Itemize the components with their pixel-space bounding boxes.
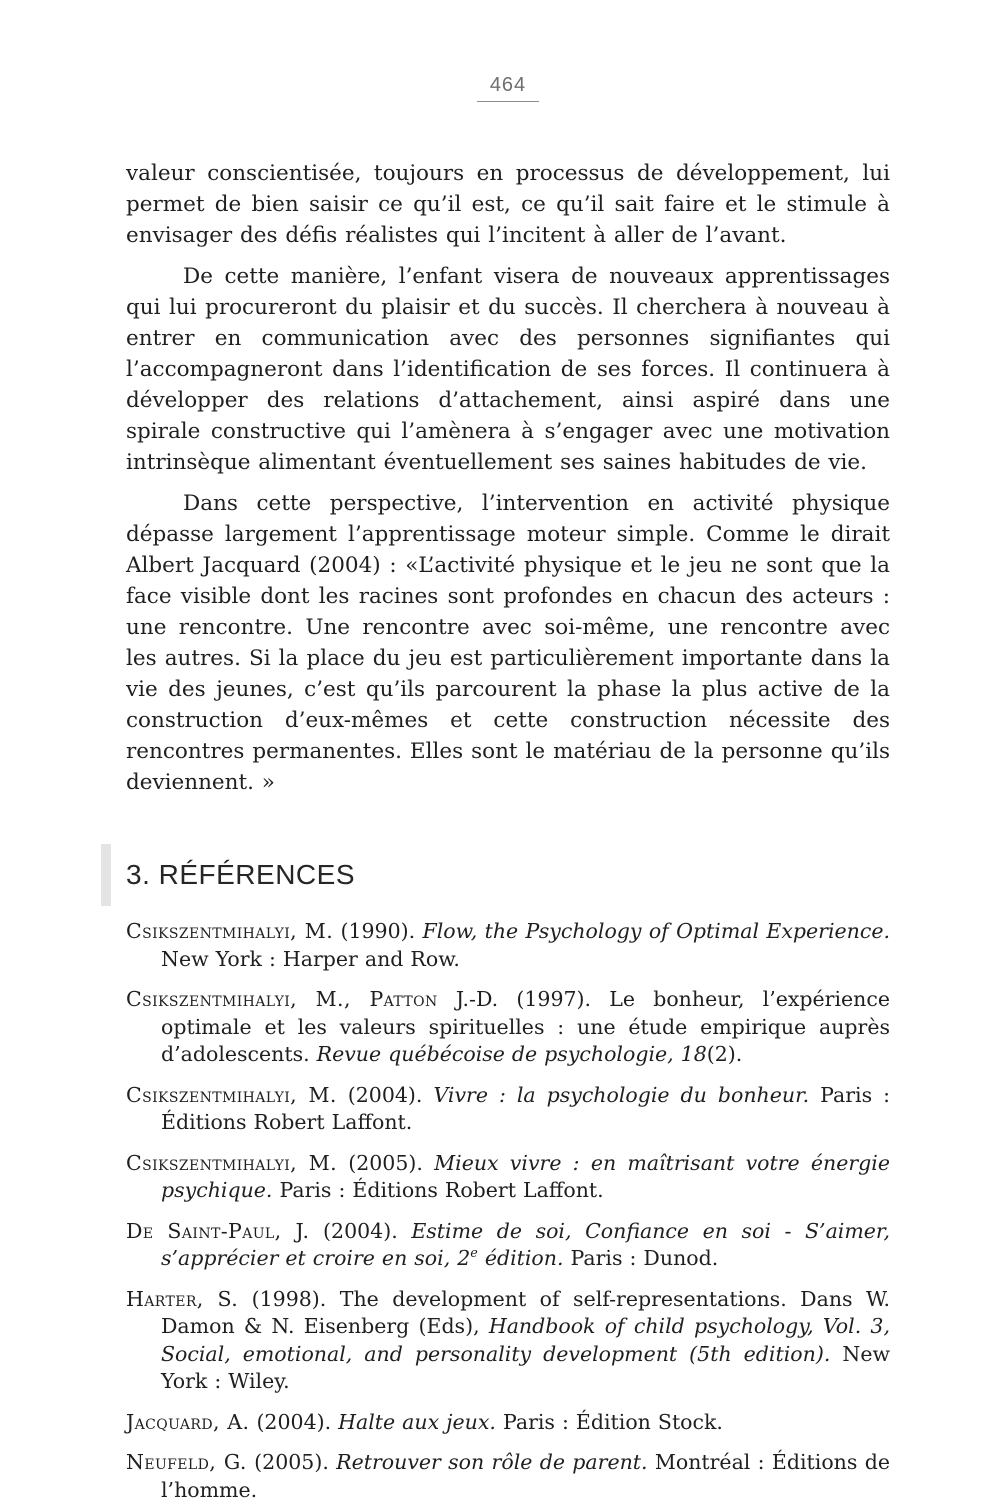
- reference-segment: De Saint-Paul, J.: [126, 1218, 310, 1243]
- reference-segment: (2004).: [336, 1082, 434, 1107]
- reference-segment: e: [470, 1245, 478, 1261]
- heading-accent-bar: [101, 844, 111, 906]
- reference-segment: New York : Harper and Row.: [161, 946, 460, 971]
- reference-item: [126, 1082, 890, 1137]
- section-heading: 3. RÉFÉRENCES: [126, 859, 355, 890]
- reference-item: [126, 1218, 890, 1273]
- reference-segment: Neufeld, G.: [126, 1450, 247, 1474]
- body-text-block: [126, 158, 890, 798]
- reference-item: [126, 1286, 890, 1396]
- reference-segment: Csikszentmihalyi, M.: [126, 1150, 337, 1175]
- reference-segment: (1998). The development of self-representations. Dans W. Damon & N. Eisenberg (Eds),: [161, 1286, 890, 1338]
- page-number: 464: [477, 74, 539, 102]
- reference-segment: Revue québécoise de psychologie, 18: [316, 1042, 707, 1066]
- reference-segment: Jacquard, A.: [126, 1409, 250, 1434]
- references-heading-row: [126, 844, 890, 906]
- reference-segment: Halte aux jeux.: [338, 1409, 496, 1434]
- reference-segment: Handbook of child psychology, Vol. 3, Social, emotional, and personality development (5th edition).: [161, 1314, 890, 1366]
- reference-segment: (2).: [706, 1042, 743, 1066]
- page-header: [126, 74, 890, 102]
- reference-segment: Flow, the Psychology of Optimal Experience.: [422, 919, 890, 943]
- reference-segment: Montréal : Éditions de l’homme.: [161, 1450, 890, 1500]
- reference-segment: Csikszentmihalyi, M.: [126, 919, 334, 943]
- reference-segment: New York : Wiley.: [161, 1341, 890, 1393]
- reference-segment: Csikszentmihalyi, M.: [126, 1082, 337, 1107]
- reference-segment: Paris : Dunod.: [563, 1246, 719, 1270]
- reference-segment: (2004).: [309, 1218, 412, 1243]
- reference-segment: Csikszentmihalyi, M., Patton: [126, 987, 438, 1011]
- reference-segment: édition.: [477, 1246, 564, 1270]
- reference-item: [126, 1150, 890, 1205]
- reference-segment: (1990).: [333, 919, 423, 943]
- reference-item: [126, 1409, 890, 1437]
- references-list: [126, 918, 890, 1500]
- reference-item: [126, 986, 890, 1069]
- reference-segment: Estime de soi, Confiance en soi - S’aimer, s’apprécier et croire en soi, 2: [161, 1218, 890, 1270]
- reference-segment: Vivre : la psychologie du bonheur.: [433, 1082, 810, 1107]
- reference-segment: Harter, S.: [126, 1286, 239, 1311]
- reference-segment: Mieux vivre : en maîtrisant votre énergie psychique.: [161, 1150, 890, 1202]
- reference-segment: Paris : Édition Stock.: [495, 1409, 723, 1434]
- reference-item: [126, 1449, 890, 1500]
- reference-segment: Paris : Éditions Robert Laffont.: [272, 1178, 604, 1202]
- reference-segment: (2004).: [249, 1409, 339, 1434]
- reference-segment: Retrouver son rôle de parent.: [336, 1450, 648, 1474]
- reference-item: [126, 918, 890, 973]
- reference-segment: (2005).: [337, 1150, 435, 1175]
- body-paragraph-3: Dans cette perspective, l’intervention en activité physique dépasse largement l’apprentissage moteur simple. Comme le dirait Albert Jacquard (2004) : «L’activité physique et le jeu ne sont que la face visible dont les racines sont profondes en chacun des acteurs : une rencontre. Une rencontre avec soi-même, une rencontre avec les autres. Si la place du jeu est particulièrement importante dans la vie des jeunes, c’est qu’ils parcourent la phase la plus active de la construction d’eux-mêmes et cette construction nécessite des rencontres permanentes. Elles sont le matériau de la personne qu’ils deviennent. »: [126, 491, 890, 795]
- reference-segment: J.-D. (1997). Le bonheur, l’expérience optimale et les valeurs spirituelles : une étude empirique auprès d’adolescents.: [161, 987, 890, 1066]
- body-paragraph-1: valeur conscientisée, toujours en processus de développement, lui permet de bien saisir ce qu’il est, ce qu’il sait faire et le stimule à envisager des défis réalistes qui l’incitent à aller de l’avant.: [126, 161, 890, 248]
- reference-segment: Paris : Éditions Robert Laffont.: [161, 1082, 890, 1134]
- reference-segment: (2005).: [246, 1450, 337, 1474]
- body-paragraph-2: De cette manière, l’enfant visera de nouveaux apprentissages qui lui procureront du plaisir et du succès. Il cherchera à nouveau à entrer en communication avec des personnes signifiantes qui l’accompagneront dans l’identification de ses forces. Il continuera à développer des relations d’attachement, ainsi aspiré dans une spirale constructive qui l’amènera à s’engager avec une motivation intrinsèque alimentant éventuellement ses saines habitudes de vie.: [126, 264, 890, 475]
